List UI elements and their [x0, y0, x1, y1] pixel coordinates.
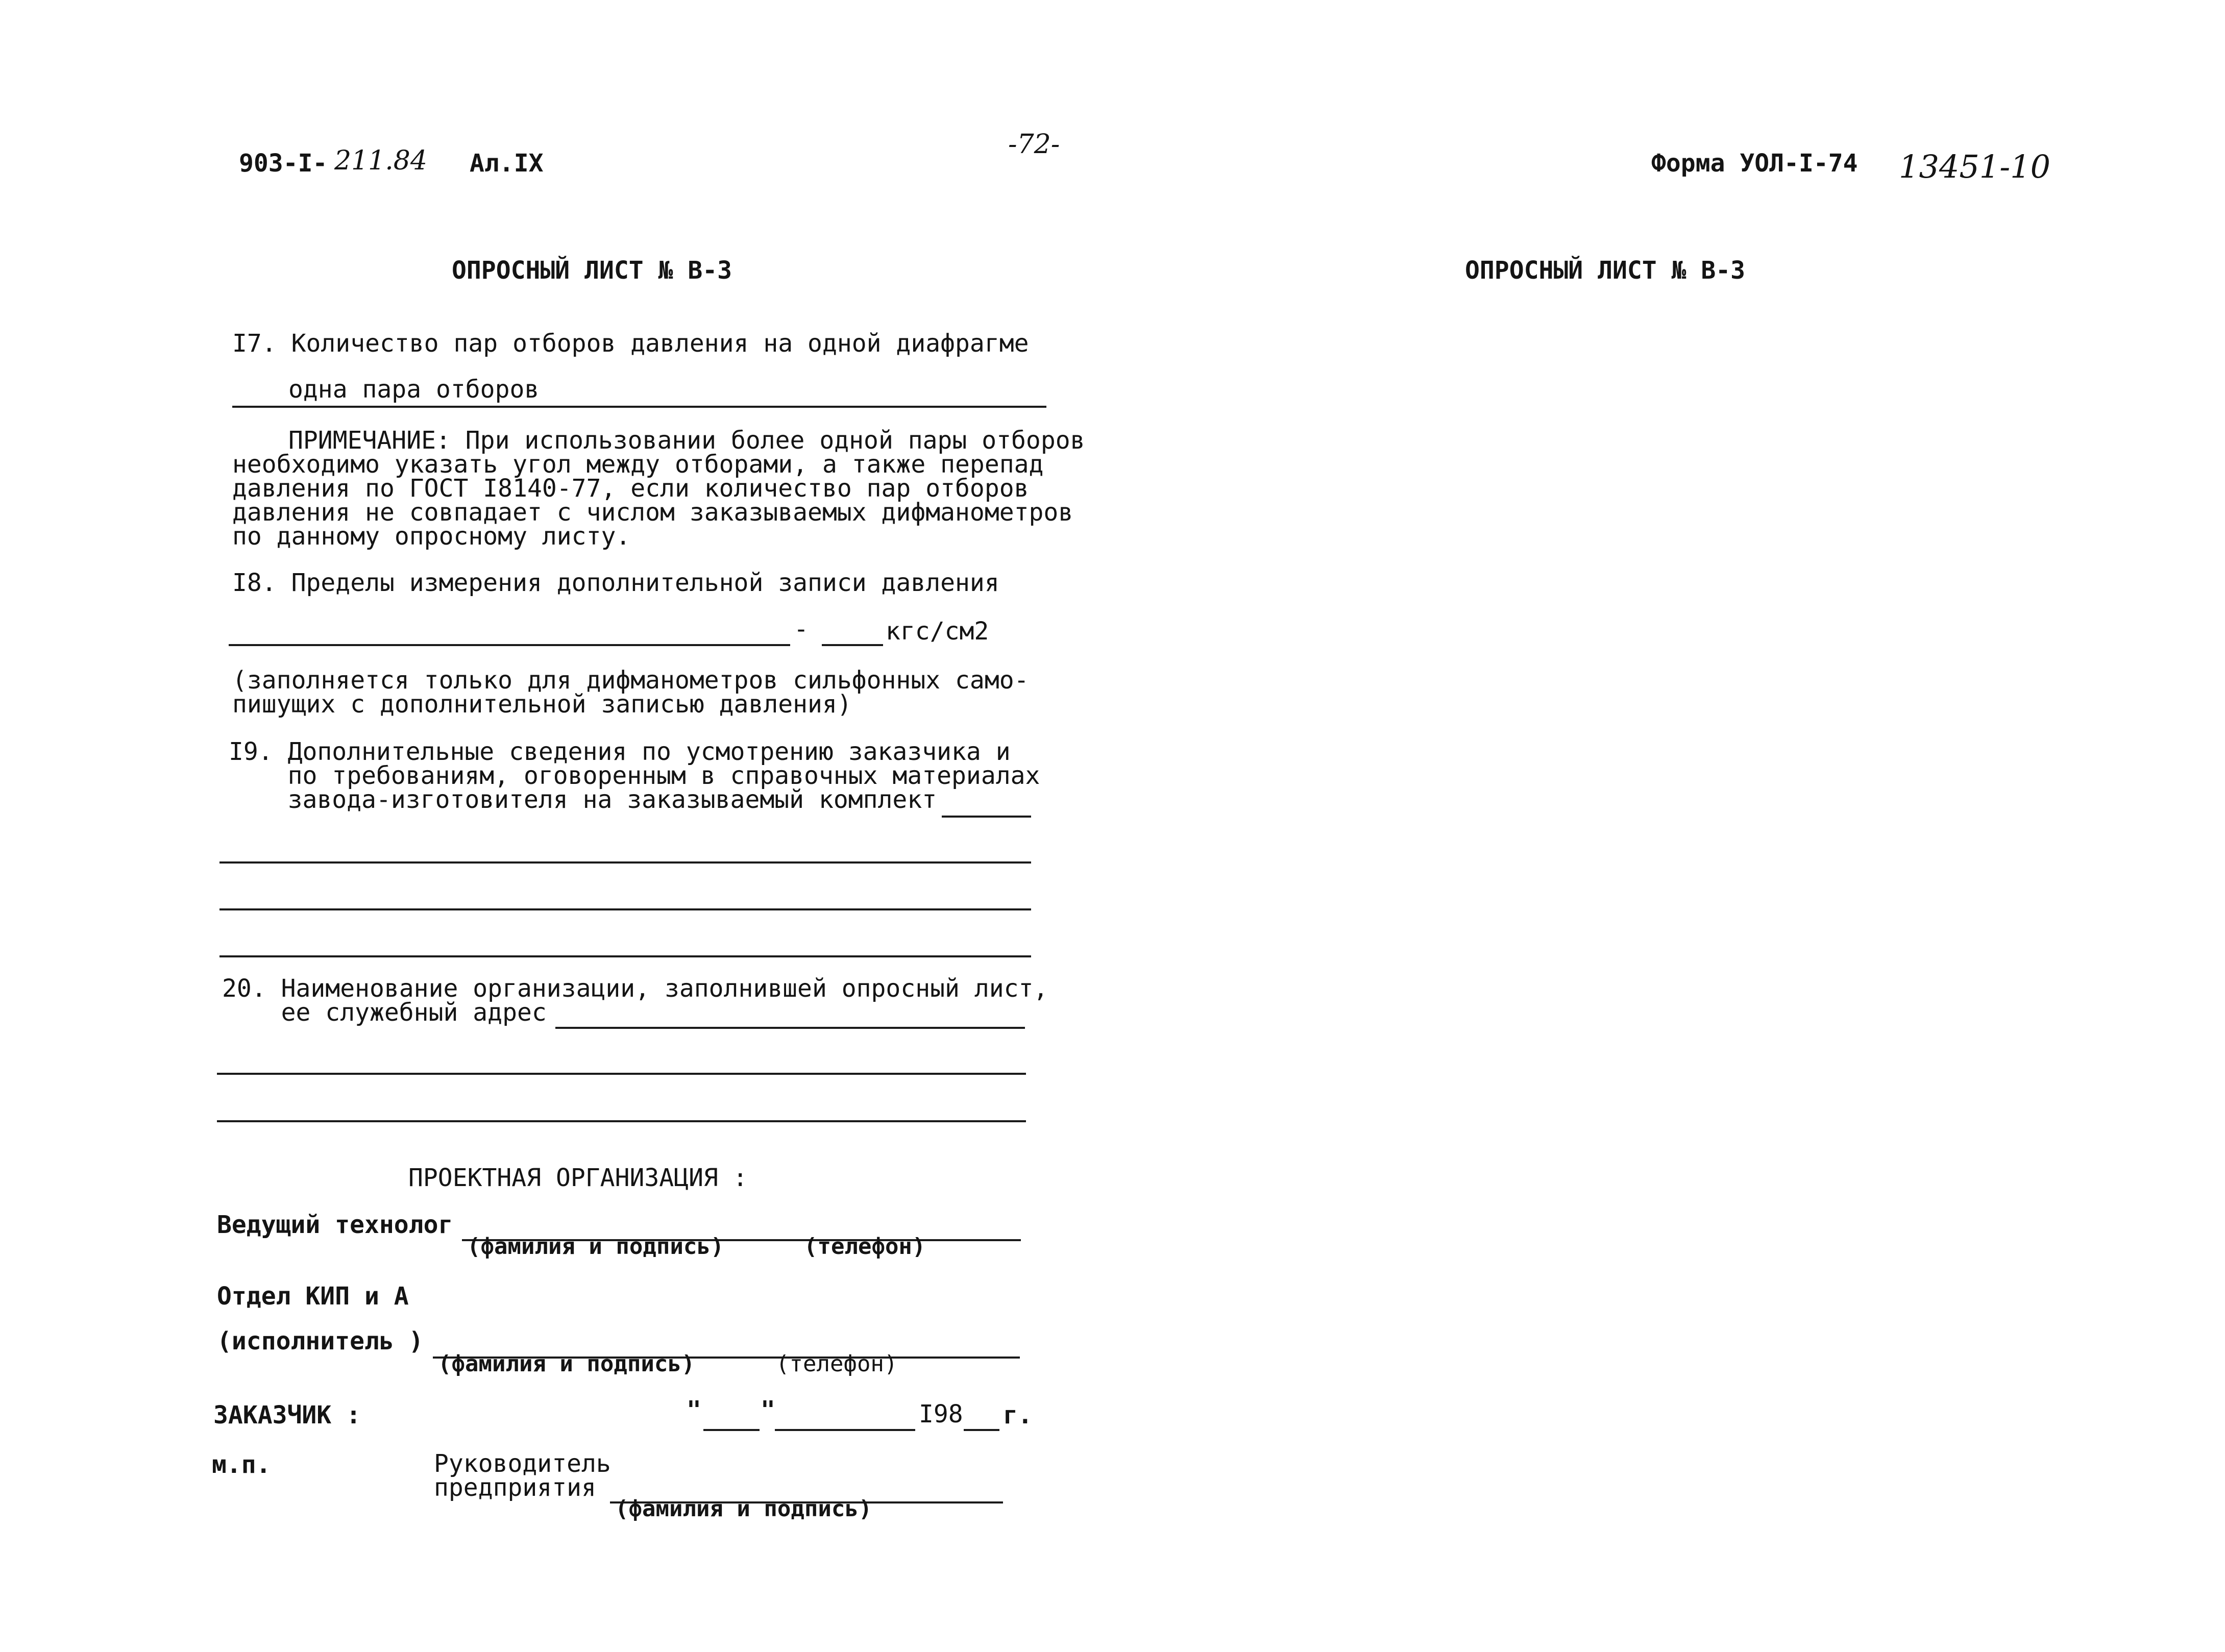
note-line-3: давления по ГОСТ I8140-77, если количество пар отборов	[232, 474, 1029, 503]
item-19-line-b[interactable]	[219, 908, 1031, 910]
item-18-hint-1: (заполняется только для дифманометров сильфонных само-	[232, 666, 1029, 695]
lead-tech-name-caption: (фамилия и подпись)	[467, 1234, 724, 1260]
item-18-dash: -	[794, 615, 809, 644]
project-org-heading: ПРОЕКТНАЯ ОРГАНИЗАЦИЯ :	[408, 1164, 748, 1192]
item-18-hint-2: пишущих с дополнительной записью давления)	[232, 690, 852, 719]
item-20-line-b[interactable]	[217, 1120, 1026, 1122]
lead-tech-label: Ведущий технолог	[217, 1211, 453, 1239]
item-17-answer-line	[232, 406, 1046, 408]
left-title: ОПРОСНЫЙ ЛИСТ № В-3	[452, 256, 732, 285]
date-year-line[interactable]	[964, 1429, 999, 1431]
page-number: -72-	[1008, 129, 1060, 160]
item-20-line-2: ее служебный адрес	[222, 998, 547, 1027]
item-18-range-from-line[interactable]	[229, 644, 790, 646]
form-code: Форма УОЛ-I-74	[1651, 149, 1858, 178]
item-18-range-to-line[interactable]	[822, 644, 883, 646]
right-title: ОПРОСНЫЙ ЛИСТ № В-3	[1465, 256, 1746, 285]
date-day-line[interactable]	[703, 1429, 760, 1431]
date-year-prefix: I98	[919, 1400, 963, 1428]
date-quote-close: "	[761, 1396, 775, 1424]
note-line-2: необходимо указать угол между отборами, а также перепад	[232, 450, 1044, 479]
stamp-handwritten: 13451-10	[1899, 148, 2051, 185]
kip-dept-label: Отдел КИП и А	[217, 1282, 409, 1311]
executor-label: (исполнитель )	[217, 1327, 424, 1355]
item-18-unit: кгс/см2	[886, 617, 989, 646]
note-line-4: давления не совпадает с числом заказываемых дифманометров	[232, 498, 1073, 527]
customer-label: ЗАКАЗЧИК :	[213, 1401, 361, 1429]
director-label-1: Руководитель	[434, 1449, 611, 1478]
stamp-place-label: м.п.	[212, 1450, 271, 1479]
note-line-5: по данному опросному листу.	[232, 522, 631, 551]
item-19-line-c[interactable]	[219, 955, 1031, 957]
director-name-caption: (фамилия и подпись)	[615, 1496, 872, 1522]
item-18-text: I8. Пределы измерения дополнительной записи давления	[232, 569, 999, 597]
item-17-text: I7. Количество пар отборов давления на одной диафрагме	[232, 329, 1029, 358]
item-19-line-3: завода-изготовителя на заказываемый комплект	[229, 785, 937, 814]
date-year-suffix: г.	[1003, 1401, 1033, 1429]
item-19-line-1: I9. Дополнительные сведения по усмотрению заказчика и	[229, 737, 1011, 766]
item-19-line-2: по требованиям, оговоренным в справочных материалах	[229, 761, 1040, 790]
item-20-line-a[interactable]	[217, 1073, 1026, 1075]
doc-code-handwritten: 211.84	[334, 145, 427, 176]
item-20-inline-line[interactable]	[555, 1027, 1025, 1029]
album-number: Ал.IX	[470, 149, 544, 178]
item-19-line-a[interactable]	[219, 861, 1031, 864]
executor-name-caption: (фамилия и подпись)	[438, 1351, 695, 1377]
item-19-inline-line[interactable]	[942, 816, 1031, 818]
item-20-line-1: 20. Наименование организации, заполнившей опросный лист,	[222, 974, 1048, 1003]
date-quote-open: "	[687, 1396, 701, 1424]
date-month-line[interactable]	[775, 1429, 915, 1431]
lead-tech-phone-caption: (телефон)	[804, 1234, 926, 1260]
doc-code: 903-I-	[239, 149, 328, 178]
director-label-2: предприятия	[434, 1473, 596, 1502]
executor-phone-caption: (телефон)	[776, 1351, 898, 1377]
item-17-answer[interactable]: одна пара отборов	[288, 375, 540, 404]
note-line-1: ПРИМЕЧАНИЕ: При использовании более одной пары отборов	[288, 426, 1085, 455]
